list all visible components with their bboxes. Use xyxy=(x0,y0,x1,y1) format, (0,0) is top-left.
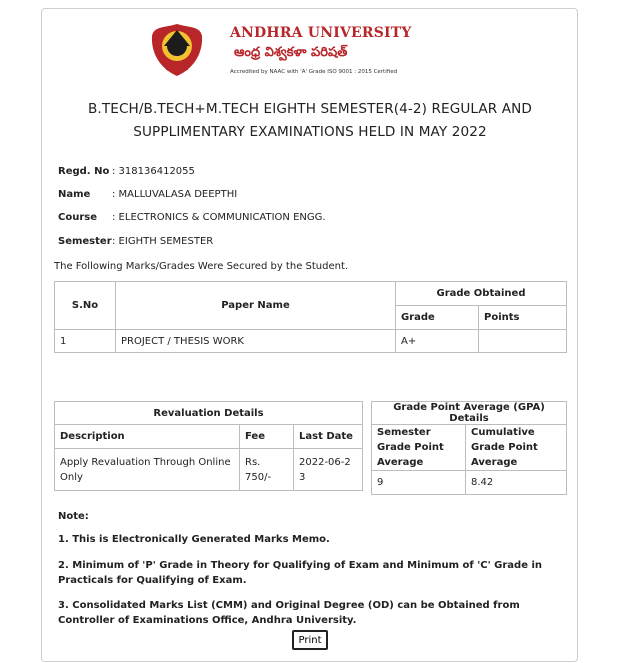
sgpa-header: Semester Grade Point Average xyxy=(372,425,466,471)
exam-title xyxy=(50,98,570,144)
university-seal-icon xyxy=(150,22,204,78)
row-paper-name: PROJECT / THESIS WORK xyxy=(116,330,396,353)
row-sno: 1 xyxy=(55,330,116,353)
revaluation-last-date: 2022-06-23 xyxy=(294,449,363,491)
exam-title-line1: B.TECH/B.TECH+M.TECH EIGHTH SEMESTER(4-2) REGULAR AND xyxy=(88,101,532,117)
cgpa-header: Cumulative Grade Point Average xyxy=(466,425,567,471)
secured-statement: The Following Marks/Grades Were Secured by the Student. xyxy=(54,261,349,272)
notes-heading: Note: xyxy=(58,511,89,522)
gpa-title: Grade Point Average (GPA) Details xyxy=(372,402,567,425)
name-value: : MALLUVALASA DEEPTHI xyxy=(112,189,238,200)
university-header xyxy=(150,22,450,84)
grade-header: Grade xyxy=(396,306,479,330)
sno-header: S.No xyxy=(55,282,116,330)
description-header: Description xyxy=(55,425,240,449)
print-button[interactable]: Print xyxy=(292,630,328,650)
university-name-telugu: ఆంధ్ర విశ్వకళా పరిషత్ xyxy=(234,45,348,60)
course-label: Course xyxy=(58,212,97,223)
paper-name-header: Paper Name xyxy=(116,282,396,330)
regd-no-value: : 318136412055 xyxy=(112,166,195,177)
semester-label: Semester xyxy=(58,236,112,247)
revaluation-description: Apply Revaluation Through Online Only xyxy=(55,449,240,491)
grade-obtained-header: Grade Obtained xyxy=(396,282,567,306)
points-header: Points xyxy=(479,306,567,330)
grades-table xyxy=(54,281,567,353)
row-grade: A+ xyxy=(396,330,479,353)
note-item-1: 1. This is Electronically Generated Marks Memo. xyxy=(58,534,330,545)
university-name: ANDHRA UNIVERSITY xyxy=(230,25,412,41)
fee-header: Fee xyxy=(240,425,294,449)
note-item-3: 3. Consolidated Marks List (CMM) and Original Degree (OD) can be Obtained from Controller of Examinations Office, Andhra University. xyxy=(58,600,520,626)
name-label: Name xyxy=(58,189,91,200)
last-date-header: Last Date xyxy=(294,425,363,449)
table-row xyxy=(372,471,567,495)
gpa-table xyxy=(371,401,567,495)
note-item-2: 2. Minimum of 'P' Grade in Theory for Qualifying of Exam and Minimum of 'C' Grade in Practicals for Qualifying of Exam. xyxy=(58,560,543,586)
revaluation-fee: Rs. 750/- xyxy=(240,449,294,491)
cgpa-value: 8.42 xyxy=(466,471,567,495)
revaluation-table xyxy=(54,401,363,491)
revaluation-title: Revaluation Details xyxy=(55,402,363,425)
table-row xyxy=(55,330,567,353)
course-value: : ELECTRONICS & COMMUNICATION ENGG. xyxy=(112,212,326,223)
sgpa-value: 9 xyxy=(372,471,466,495)
semester-value: : EIGHTH SEMESTER xyxy=(112,236,214,247)
accreditation-text: Accredited by NAAC with 'A' Grade ISO 9001 : 2015 Certified xyxy=(230,69,398,75)
regd-no-label: Regd. No xyxy=(58,166,110,177)
table-row xyxy=(55,449,363,491)
row-points xyxy=(479,330,567,353)
exam-title-line2: SUPPLIMENTARY EXAMINATIONS HELD IN MAY 2022 xyxy=(133,124,487,140)
